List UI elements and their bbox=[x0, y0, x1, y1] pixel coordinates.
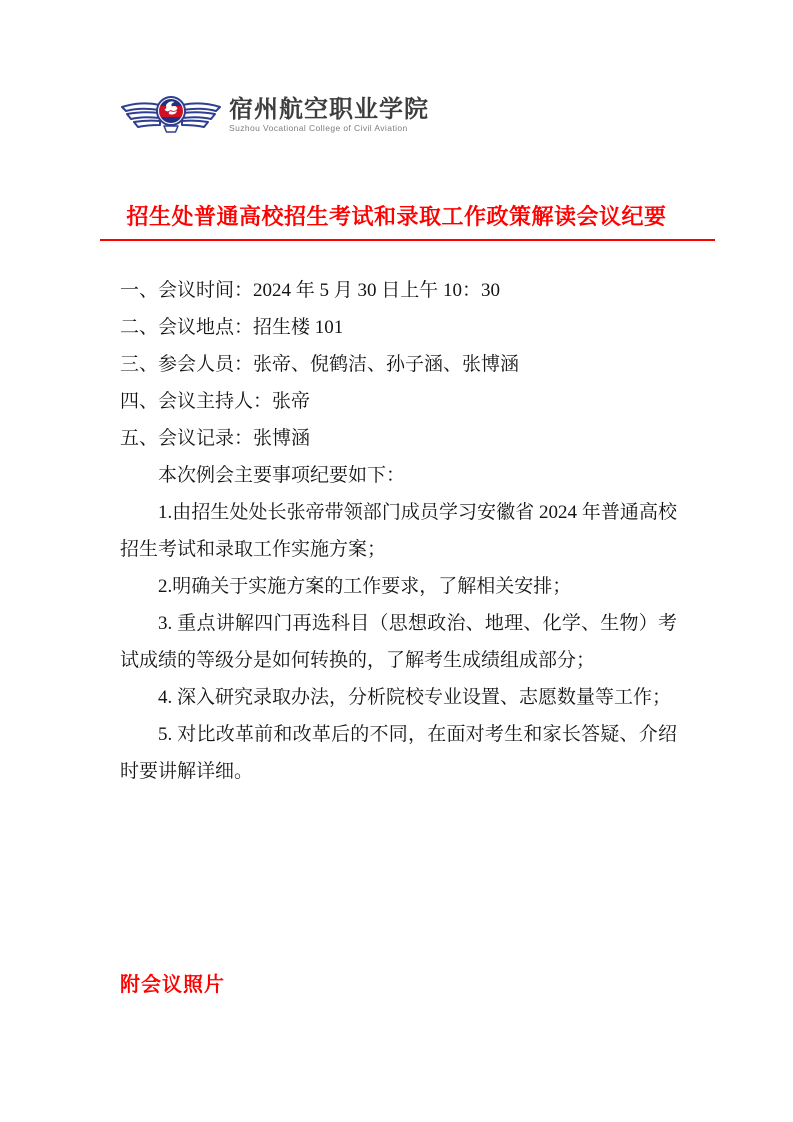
school-logo bbox=[120, 85, 429, 139]
meeting-time-line: 一、会议时间：2024 年 5 月 30 日上午 10：30 bbox=[120, 280, 501, 301]
school-name-en: Suzhou Vocational College of Civil Aviation bbox=[229, 122, 408, 133]
summary-item-1: 1.由招生处处长张帝带领部门成员学习安徽省 2024 年普通高校招生考试和录取工作实施方案； bbox=[120, 502, 677, 560]
school-name-zh: 宿州航空职业学院 bbox=[229, 95, 429, 123]
summary-item-5: 5. 对比改革前和改革后的不同，在面对考生和家长答疑、介绍时要讲解详细。 bbox=[120, 724, 677, 782]
title-underline bbox=[100, 239, 715, 241]
summary-item-2: 2.明确关于实施方案的工作要求，了解相关安排； bbox=[158, 576, 572, 597]
meeting-location-line: 二、会议地点：招生楼 101 bbox=[120, 317, 344, 338]
summary-intro: 本次例会主要事项纪要如下： bbox=[158, 465, 406, 486]
attachment-label: 附会议照片 bbox=[120, 974, 225, 996]
meeting-attendees-line: 三、参会人员：张帝、倪鹤洁、孙子涵、张博涵 bbox=[120, 354, 520, 375]
summary-item-4: 4. 深入研究录取办法，分析院校专业设置、志愿数量等工作； bbox=[158, 687, 672, 708]
document-body bbox=[120, 272, 677, 790]
school-name-block bbox=[229, 91, 429, 134]
summary-item-3: 3. 重点讲解四门再选科目（思想政治、地理、化学、生物）考试成绩的等级分是如何转换的，了解考生成绩组成部分； bbox=[120, 613, 677, 671]
meeting-recorder-line: 五、会议记录：张博涵 bbox=[120, 428, 311, 449]
document-title: 招生处普通高校招生考试和录取工作政策解读会议纪要 bbox=[126, 204, 667, 229]
school-emblem-icon bbox=[120, 85, 222, 139]
meeting-host-line: 四、会议主持人：张帝 bbox=[120, 391, 311, 412]
